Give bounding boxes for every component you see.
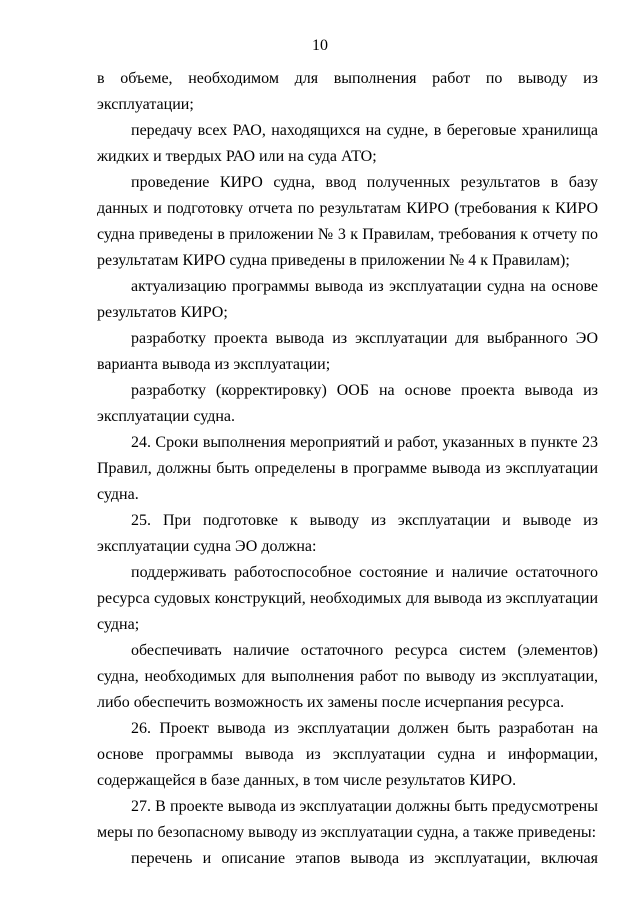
paragraph: 25. При подготовке к выводу из эксплуатации и выводе из эксплуатации судна ЭО должна: xyxy=(97,512,598,555)
paragraph: актуализацию программы вывода из эксплуатации судна на основе результатов КИРО; xyxy=(97,278,598,321)
paragraph: перечень и описание этапов вывода из эксплуатации, включая xyxy=(131,850,598,867)
paragraph: 27. В проекте вывода из эксплуатации должны быть предусмотрены меры по безопасному выводу из эксплуатации судна, а также приведены: xyxy=(97,798,598,841)
paragraph: разработку проекта вывода из эксплуатации для выбранного ЭО варианта вывода из эксплуатации; xyxy=(97,330,598,373)
document-body xyxy=(97,66,598,872)
paragraph: обеспечивать наличие остаточного ресурса систем (элементов) судна, необходимых для выполнения работ по выводу из эксплуатации, либо обеспечить возможность их замены после исчерпания ресурса. xyxy=(97,642,598,711)
paragraph: 26. Проект вывода из эксплуатации должен быть разработан на основе программы вывода из эксплуатации судна и информации, содержащейся в базе данных, в том числе результатов КИРО. xyxy=(97,720,598,789)
paragraph: в объеме, необходимом для выполнения работ по выводу из эксплуатации; xyxy=(97,70,598,113)
paragraph: поддерживать работоспособное состояние и наличие остаточного ресурса судовых конструкций, необходимых для вывода из эксплуатации судна; xyxy=(97,564,598,633)
paragraph: 24. Сроки выполнения мероприятий и работ, указанных в пункте 23 Правил, должны быть определены в программе вывода из эксплуатации судна. xyxy=(97,434,598,503)
page-number: 10 xyxy=(312,37,328,54)
paragraph: проведение КИРО судна, ввод полученных результатов в базу данных и подготовку отчета по результатам КИРО (требования к КИРО судна приведены в приложении № 3 к Правилам, требования к отчету по результатам КИРО судна приведены в приложении № 4 к Правилам); xyxy=(97,174,598,269)
paragraph: разработку (корректировку) ООБ на основе проекта вывода из эксплуатации судна. xyxy=(97,382,598,425)
paragraph: передачу всех РАО, находящихся на судне, в береговые хранилища жидких и твердых РАО или на суда АТО; xyxy=(97,122,598,165)
